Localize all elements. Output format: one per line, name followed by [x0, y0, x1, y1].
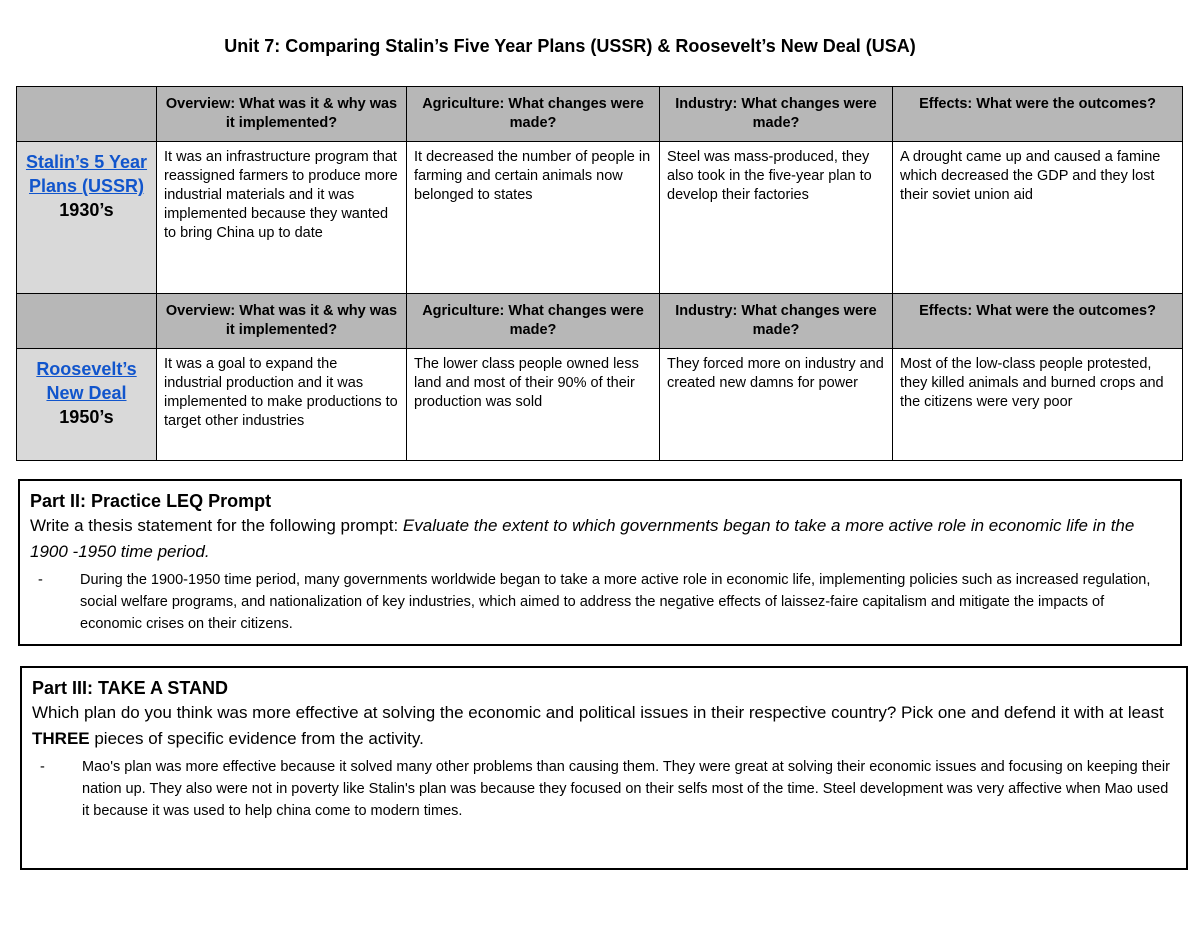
header-agriculture: Agriculture: What changes were made?: [407, 294, 660, 349]
stalin-plan-link[interactable]: Stalin’s 5 Year Plans (USSR): [25, 152, 148, 196]
part3-answer: Mao's plan was more effective because it solved many other problems than causing them. They were great at solving their economic issues and focusing on keeping their nation up. They also were not in poverty like Stalin's plan was because they focused on their selfs most of the time. Steel development was very affective when Mao used it because it was used to help china come to modern times.: [82, 759, 1170, 819]
part2-answer: During the 1900-1950 time period, many governments worldwide began to take a more active role in economic life, implementing policies such as increased regulation, social welfare programs, and nationalization of key industries, which aimed to address the negative effects of laissez-faire capitalism and mitigate the impacts of economic crises on their citizens.: [80, 572, 1151, 632]
part3-heading: Part III: TAKE A STAND: [32, 678, 229, 698]
header-effects: Effects: What were the outcomes?: [893, 294, 1183, 349]
table-header-row: [17, 294, 1183, 349]
part3-box: [20, 666, 1188, 870]
row-label-stalin: [17, 142, 157, 294]
table-cell: They forced more on industry and created new damns for power: [660, 349, 893, 461]
table-cell: A drought came up and caused a famine which decreased the GDP and they lost their soviet union aid: [893, 142, 1183, 294]
header-industry: Industry: What changes were made?: [660, 294, 893, 349]
table-cell: The lower class people owned less land and most of their 90% of their production was sold: [407, 349, 660, 461]
header-agriculture: Agriculture: What changes were made?: [407, 87, 660, 142]
part2-prompt-plain: Write a thesis statement for the following prompt:: [30, 516, 403, 535]
header-overview: Overview: What was it & why was it implemented?: [157, 87, 407, 142]
table-cell: Most of the low-class people protested, they killed animals and burned crops and the citizens were very poor: [893, 349, 1183, 461]
bullet-dash: -: [38, 572, 43, 588]
table-cell: Steel was mass-produced, they also took in the five-year plan to develop their factories: [660, 142, 893, 294]
header-corner-cell: [17, 87, 157, 142]
header-effects: Effects: What were the outcomes?: [893, 87, 1183, 142]
part3-answer-item: [32, 756, 1176, 822]
table-cell: It decreased the number of people in farming and certain animals now belonged to states: [407, 142, 660, 294]
part2-answer-item: [30, 569, 1170, 635]
bullet-dash: -: [40, 759, 45, 775]
roosevelt-deal-link[interactable]: Roosevelt’s New Deal: [36, 359, 137, 403]
part3-prompt-after: pieces of specific evidence from the activity.: [89, 729, 424, 748]
part3-prompt: [32, 700, 1176, 752]
table-header-row: [17, 87, 1183, 142]
part2-prompt-italic: Evaluate the extent to which governments began to take a more active role in economic life in the 1900 -1950 time period.: [30, 516, 1135, 561]
header-corner-cell: [17, 294, 157, 349]
roosevelt-years: 1950’s: [59, 407, 114, 427]
table-cell: It was an infrastructure program that reassigned farmers to produce more industrial materials and it was implemented because they wanted to bring China up to date: [157, 142, 407, 294]
table-cell: It was a goal to expand the industrial production and it was implemented to make productions to target other industries: [157, 349, 407, 461]
stalin-years: 1930’s: [59, 200, 114, 220]
header-overview: Overview: What was it & why was it implemented?: [157, 294, 407, 349]
part3-prompt-bold: THREE: [32, 729, 90, 748]
header-industry: Industry: What changes were made?: [660, 87, 893, 142]
table-row: [17, 142, 1183, 294]
page-title: Unit 7: Comparing Stalin’s Five Year Plans (USSR) & Roosevelt’s New Deal (USA): [224, 36, 916, 56]
part2-prompt: [30, 513, 1170, 565]
row-label-roosevelt: [17, 349, 157, 461]
part3-prompt-before: Which plan do you think was more effective at solving the economic and political issues in their respective country? Pick one and defend it with at least: [32, 703, 1164, 722]
part2-heading: Part II: Practice LEQ Prompt: [30, 491, 272, 511]
part2-box: [18, 479, 1182, 646]
comparison-table: [16, 86, 1183, 461]
table-row: [17, 349, 1183, 461]
